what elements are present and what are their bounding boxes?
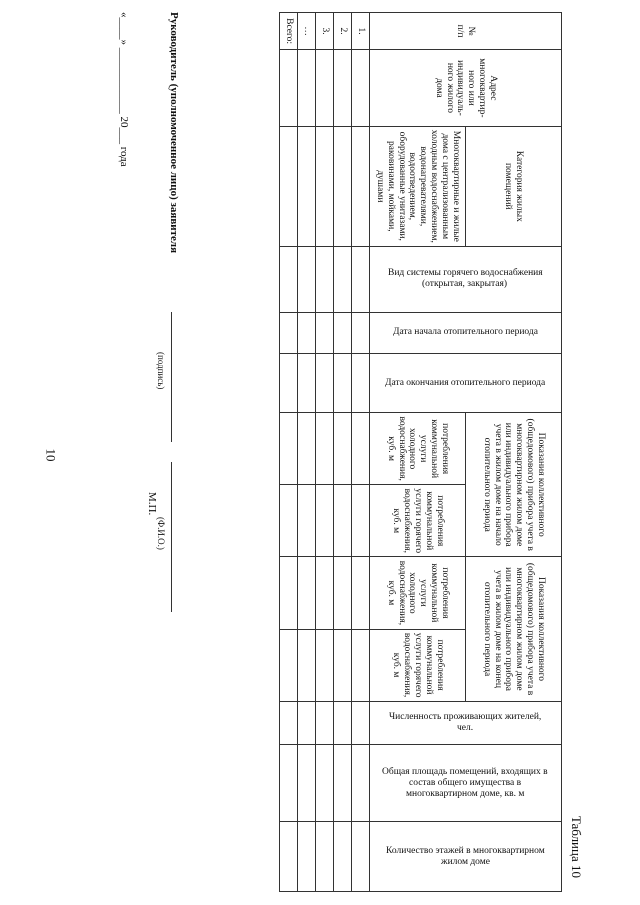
table-cell [334,50,352,127]
table-cell [316,413,334,485]
header-category-desc: Многоквартирные и жилые дома с централизованным холодным водоснабжением, водонагревателями, водоотведением, оборудованные унитазами, раковинами, мойками, душами [370,126,466,246]
table-cell [298,821,316,891]
table-cell [316,354,334,413]
table-cell [280,629,298,701]
table-cell [334,485,352,557]
table-cell [316,557,334,629]
table-cell [352,246,370,312]
row-number-cell: 2. [334,13,352,50]
table-row [316,13,334,892]
table-cell [352,413,370,485]
table-cell [298,126,316,246]
table-cell [298,312,316,354]
table-cell [280,354,298,413]
signer-title: Руководитель (уполномоченное лицо) заявителя [168,12,180,254]
row-number-cell: … [298,13,316,50]
table-cell [280,485,298,557]
table-cell [334,126,352,246]
table-cell [334,821,352,891]
table-cell [298,354,316,413]
table-cell [352,557,370,629]
data-table [279,12,562,892]
header-address: Адрес многоквартир-ного или индивидуаль-ного жилого дома [370,50,562,127]
table-cell [334,701,352,745]
table-cell [280,745,298,822]
table-cell [334,557,352,629]
header-category: Категория жилых помещений [466,126,562,246]
table-cell [280,50,298,127]
header-hw-system: Вид системы горячего водоснабжения (открытая, закрытая) [370,246,562,312]
date-line: «____» ____________ 20___ года [118,12,130,167]
table-caption: Таблица 10 [569,815,584,878]
header-num: № п/п [370,13,562,50]
table-cell [298,629,316,701]
table-cell [352,821,370,891]
table-cell [352,701,370,745]
table-cell [352,126,370,246]
table-cell [316,312,334,354]
page-number: 10 [43,448,59,462]
table-body [280,13,370,892]
table-cell [316,821,334,891]
stamp-mark: М.П. [146,492,158,516]
table-cell [298,50,316,127]
table-cell [334,312,352,354]
table-cell [334,246,352,312]
header-meter-start-cold: потребления коммунальной услуги холодного водоснабжения, куб. м [370,413,466,485]
table-cell [316,701,334,745]
table-cell [334,413,352,485]
header-heat-end: Дата окончания отопительного периода [370,354,562,413]
table-cell [316,246,334,312]
table-row [334,13,352,892]
table-cell [280,312,298,354]
rotated-sheet [60,12,584,892]
table-row [298,13,316,892]
name-label: (Ф.И.О.) [156,517,166,550]
table-cell [280,701,298,745]
row-number-cell: Всего: [280,13,298,50]
table-cell [280,126,298,246]
table-cell [352,312,370,354]
table-cell [298,485,316,557]
table-row [280,13,298,892]
header-meter-start-hot: потребления коммунальной услуги горячего водоснабжения, куб. м [370,485,466,557]
table-cell [316,50,334,127]
signature-label: (подпись) [156,352,166,390]
table-cell [280,413,298,485]
table-cell [298,413,316,485]
table-cell [316,485,334,557]
table-cell [280,821,298,891]
table-cell [316,629,334,701]
name-line [171,462,172,612]
table-cell [280,557,298,629]
header-residents: Численность проживающих жителей, чел. [370,701,562,745]
table-cell [352,50,370,127]
table-cell [316,745,334,822]
header-meter-end-cold: потребления коммунальной услуги холодного водоснабжения, куб. м [370,557,466,629]
header-meter-end: Показания коллективного (общедомового) прибора учета в многоквартирном жилом доме или индивидуального прибора учета в жилом доме на конец отопительного периода [466,557,562,701]
row-number-cell: 3. [316,13,334,50]
table-cell [352,485,370,557]
table-cell [280,246,298,312]
table-cell [298,745,316,822]
header-meter-start: Показания коллективного (общедомового) прибора учета в многоквартирном жилом доме или индивидуального прибора учета в жилом доме на начало отопительного периода [466,413,562,557]
header-meter-end-hot: потребления коммунальной услуги горячего водоснабжения, куб. м [370,629,466,701]
table-cell [334,629,352,701]
signature-line [171,312,172,442]
table-cell [298,557,316,629]
header-floors: Количество этажей в многоквартирном жилом доме [370,821,562,891]
table-cell [352,745,370,822]
table-cell [352,354,370,413]
table-row [352,13,370,892]
table-cell [316,126,334,246]
table-cell [298,246,316,312]
table-cell [298,701,316,745]
table-cell [352,629,370,701]
header-common-area: Общая площадь помещений, входящих в состав общего имущества в многоквартирном доме, кв. м [370,745,562,822]
table-cell [334,354,352,413]
header-heat-start: Дата начала отопительного периода [370,312,562,354]
row-number-cell: 1. [352,13,370,50]
table-cell [334,745,352,822]
